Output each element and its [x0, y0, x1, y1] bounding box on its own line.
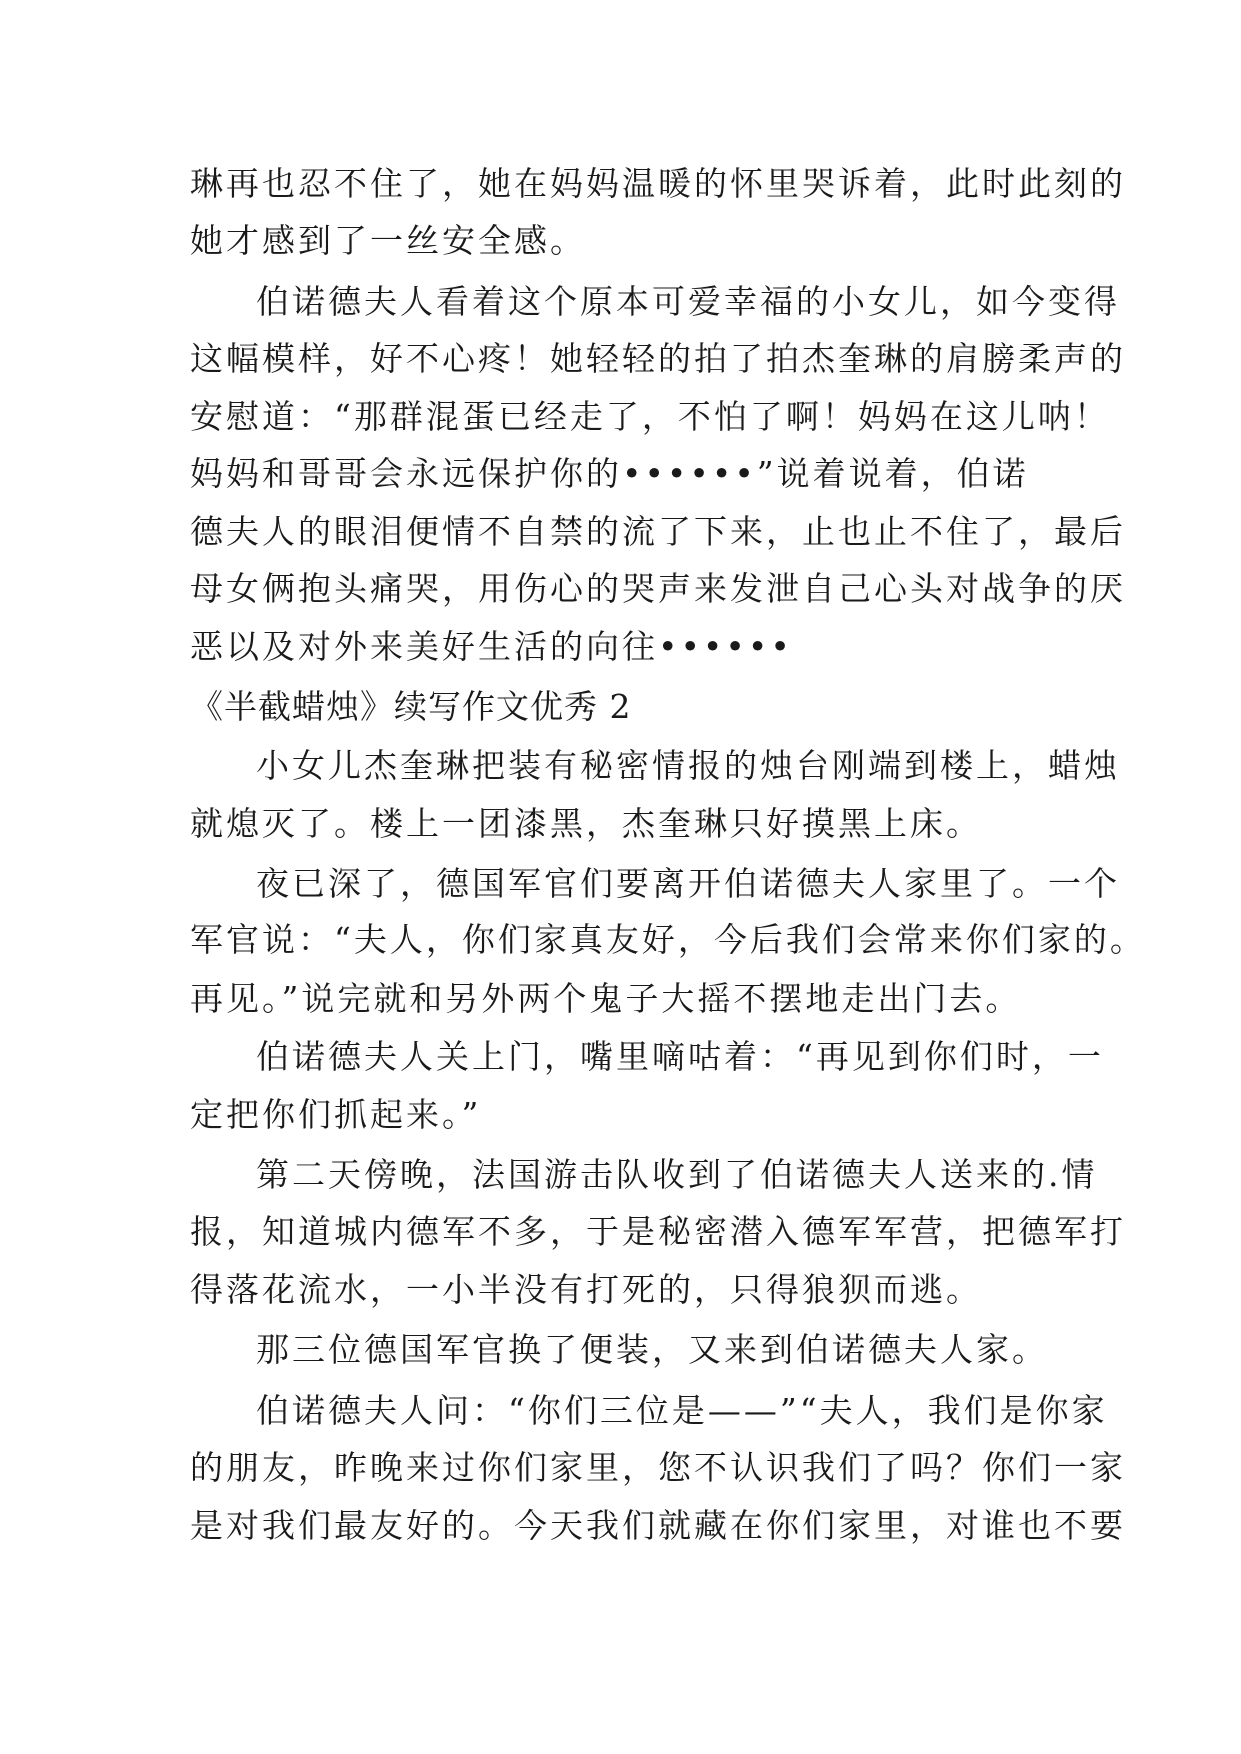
text-line: 得落花流水，一小半没有打死的，只得狼狈而逃。	[190, 1270, 982, 1309]
text-line: 的朋友，昨晚来过你们家里，您不认识我们了吗？你们一家	[190, 1448, 1126, 1487]
text-line: 她才感到了一丝安全感。	[190, 221, 586, 260]
text-line: 德夫人的眼泪便情不自禁的流了下来，止也止不住了，最后	[190, 512, 1126, 551]
text-line: 琳再也忍不住了，她在妈妈温暖的怀里哭诉着，此时此刻的	[190, 164, 1126, 203]
paragraph-start: 第二天傍晚，法国游击队收到了伯诺德夫人送来的.情	[256, 1155, 1098, 1194]
text-line: 这幅模样，好不心疼！她轻轻的拍了拍杰奎琳的肩膀柔声的	[190, 339, 1126, 378]
paragraph-start: 那三位德国军官换了便装，又来到伯诺德夫人家。	[256, 1330, 1048, 1369]
text-line: 军官说：“夫人，你们家真友好，今后我们会常来你们家的。	[190, 920, 1146, 959]
text-line: 定把你们抓起来。”	[190, 1095, 482, 1134]
text-line: 报，知道城内德军不多，于是秘密潜入德军军营，把德军打	[190, 1212, 1126, 1251]
text-line: 恶以及对外来美好生活的向往••••••	[190, 627, 793, 666]
text-line: 就熄灭了。楼上一团漆黑，杰奎琳只好摸黑上床。	[190, 804, 982, 843]
text-line: 母女俩抱头痛哭，用伤心的哭声来发泄自己心头对战争的厌	[190, 569, 1126, 608]
text-line: 妈妈和哥哥会永远保护你的••••••”说着说着，伯诺	[190, 454, 1029, 493]
text-line: 是对我们最友好的。今天我们就藏在你们家里，对谁也不要	[190, 1506, 1126, 1545]
paragraph-start: 伯诺德夫人问：“你们三位是——”“夫人，我们是你家	[256, 1391, 1108, 1430]
paragraph-start: 夜已深了，德国军官们要离开伯诺德夫人家里了。一个	[256, 864, 1120, 903]
section-title: 《半截蜡烛》续写作文优秀 2	[190, 687, 632, 726]
text-line: 再见。”说完就和另外两个鬼子大摇不摆地走出门去。	[190, 979, 1022, 1018]
paragraph-start: 伯诺德夫人看着这个原本可爱幸福的小女儿，如今变得	[256, 282, 1120, 321]
paragraph-start: 伯诺德夫人关上门，嘴里嘀咕着：“再见到你们时，一	[256, 1037, 1104, 1076]
text-line: 安慰道：“那群混蛋已经走了，不怕了啊！妈妈在这儿呐！	[190, 397, 1110, 436]
paragraph-start: 小女儿杰奎琳把装有秘密情报的烛台刚端到楼上，蜡烛	[256, 746, 1120, 785]
